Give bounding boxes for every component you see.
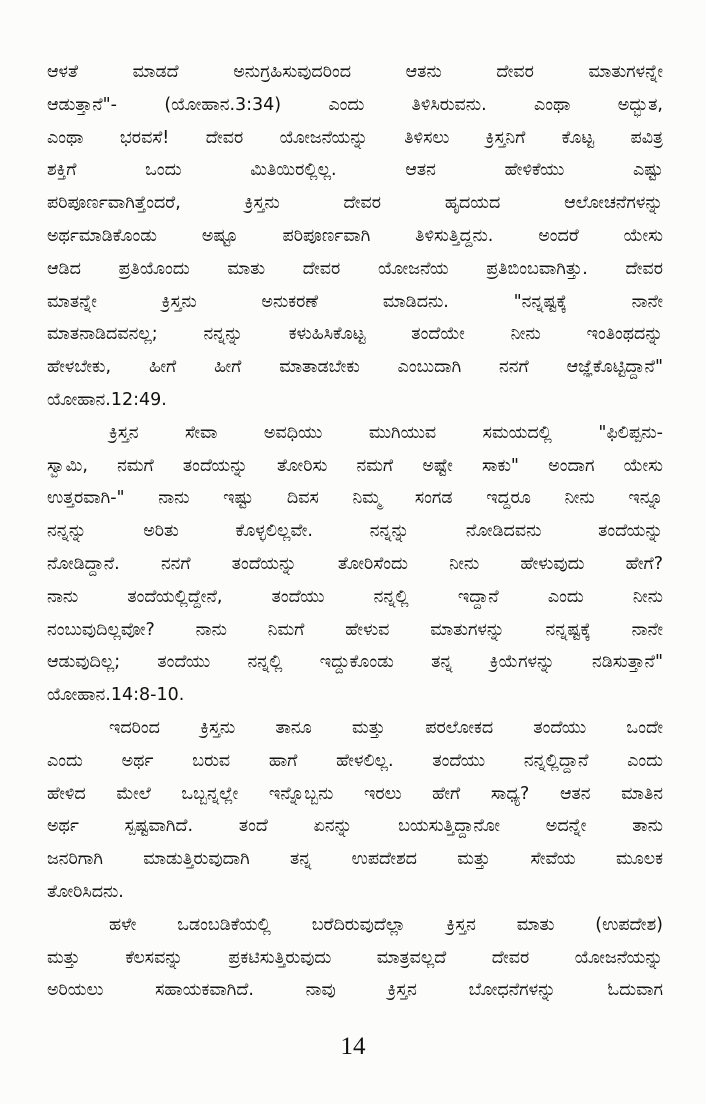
text-line: ನಂಬುವುದಿಲ್ಲವೋ? ನಾನು ನಿಮಗೆ ಹೇಳುವ ಮಾತುಗಳನ್ನು ನನ್ನಷ್ಟಕ್ಕೆ ನಾನೇ	[47, 619, 663, 640]
text-line: ಹೇಳಬೇಕು, ಹೀಗೆ ಹೀಗೆ ಮಾತಾಡಬೇಕು ಎಂಬುದಾಗಿ ನನಗೆ ಆಜ್ಞೆಕೊಟ್ಟಿದ್ದಾನೆ"	[47, 357, 663, 378]
text-line: ಅರಿಯಲು ಸಹಾಯಕವಾಗಿದೆ. ನಾವು ಕ್ರಿಸ್ತನ ಬೋಧನೆಗಳನ್ನು ಓದುವಾಗ	[47, 980, 663, 1001]
text-line: ಆಡುವುದಿಲ್ಲ; ತಂದೆಯು ನನ್ನಲ್ಲಿ ಇದ್ದುಕೊಂಡು ತನ್ನ ಕ್ರಿಯೆಗಳನ್ನು ನಡಿಸುತ್ತಾನೆ"	[47, 652, 663, 673]
text-line: ಮಾತನ್ನೇ ಕ್ರಿಸ್ತನು ಅನುಕರಣೆ ಮಾಡಿದನು. "ನನ್ನಷ್ಟಕ್ಕೆ ನಾನೇ	[47, 291, 663, 312]
page-number: 14	[340, 1033, 366, 1060]
text-line: ಮತ್ತು ಕೆಲಸವನ್ನು ಪ್ರಕಟಿಸುತ್ತಿರುವುದು ಮಾತ್ರವಲ್ಲದೆ ದೇವರ ಯೋಜನೆಯನ್ನು	[47, 947, 663, 968]
text-line: ಶಕ್ತಿಗೆ ಒಂದು ಮಿತಿಯಿರಲ್ಲಿಲ್ಲ. ಆತನ ಹೇಳಿಕೆಯು ಎಷ್ಟು	[47, 160, 663, 181]
text-line: ಅರ್ಥ ಸ್ಪಷ್ಟವಾಗಿದೆ. ತಂದೆ ಏನನ್ನು ಬಯಸುತ್ತಿದ್ದಾನೋ ಅದನ್ನೇ ತಾನು	[47, 816, 663, 837]
text-line: ಹೇಳಿದ ಮೇಲೆ ಒಬ್ಬನ್ನಲ್ಲೇ ಇನ್ನೊಬ್ಬನು ಇರಲು ಹೇಗೆ ಸಾಧ್ಯ? ಆತನ ಮಾತಿನ	[47, 783, 663, 804]
text-line: ಆಡಿದ ಪ್ರತಿಯೊಂದು ಮಾತು ದೇವರ ಯೋಜನೆಯ ಪ್ರತಿಬಿಂಬವಾಗಿತ್ತು. ದೇವರ	[47, 258, 663, 279]
bible-reference: ಯೋಹಾನ.12:49.	[47, 389, 167, 410]
bible-reference: ಯೋಹಾನ.14:8-10.	[47, 685, 185, 706]
text-line: ಮಾತನಾಡಿದವನಲ್ಲ; ನನ್ನನ್ನು ಕಳುಹಿಸಿಕೊಟ್ಟ ತಂದೆಯೇ ನೀನು ಇಂತಿಂಥದನ್ನು	[47, 324, 663, 345]
text-line: ಇದರಿಂದ ಕ್ರಿಸ್ತನು ತಾನೂ ಮತ್ತು ಪರಲೋಕದ ತಂದೆಯು ಒಂದೇ	[109, 717, 663, 738]
text-line: ಸ್ವಾಮಿ, ನಮಗೆ ತಂದೆಯನ್ನು ತೋರಿಸು ನಮಗೆ ಅಷ್ಟೇ ಸಾಕು" ಅಂದಾಗ ಯೇಸು	[47, 455, 663, 476]
text-line: ಕ್ರಿಸ್ತನ ಸೇವಾ ಅವಧಿಯು ಮುಗಿಯುವ ಸಮಯದಲ್ಲಿ "ಫಿಲಿಪ್ಪನು-	[109, 422, 663, 443]
text-line: ಅರ್ಥಮಾಡಿಕೊಂಡು ಅಷ್ಟೂ ಪರಿಪೂರ್ಣವಾಗಿ ತಿಳಿಸುತ್ತಿದ್ದನು. ಅಂದರೆ ಯೇಸು	[47, 225, 663, 246]
text-line: ಎಂದು ಅರ್ಥ ಬರುವ ಹಾಗೆ ಹೇಳಲಿಲ್ಲ. ತಂದೆಯು ನನ್ನಲ್ಲಿದ್ದಾನೆ ಎಂದು	[47, 750, 663, 771]
text-line: ನನ್ನನ್ನು ಅರಿತು ಕೊಳ್ಳಲಿಲ್ಲವೇ. ನನ್ನನ್ನು ನೋಡಿದವನು ತಂದೆಯನ್ನು	[47, 521, 663, 542]
text-line: ನಾನು ತಂದೆಯಲ್ಲಿದ್ದೇನೆ, ತಂದೆಯು ನನ್ನಲ್ಲಿ ಇದ್ದಾನೆ ಎಂದು ನೀನು	[47, 586, 663, 607]
text-line: ಆಡುತ್ತಾನೆ"- (ಯೋಹಾನ.3:34) ಎಂದು ತಿಳಿಸಿರುವನು. ಎಂಥಾ ಅದ್ಭುತ,	[47, 94, 663, 115]
text-line: ಹಳೇ ಒಡಂಬಡಿಕೆಯಲ್ಲಿ ಬರೆದಿರುವುದೆಲ್ಲಾ ಕ್ರಿಸ್ತನ ಮಾತು (ಉಪದೇಶ)	[109, 914, 663, 935]
text-line: ಜನರಿಗಾಗಿ ಮಾಡುತ್ತಿರುವುದಾಗಿ ತನ್ನ ಉಪದೇಶದ ಮತ್ತು ಸೇವೆಯ ಮೂಲಕ	[47, 849, 663, 870]
text-line: ಪರಿಪೂರ್ಣವಾಗಿತ್ತೆಂದರೆ, ಕ್ರಿಸ್ತನು ದೇವರ ಹೃದಯದ ಆಲೋಚನೆಗಳನ್ನು	[47, 193, 663, 214]
text-line: ನೋಡಿದ್ದಾನೆ. ನನಗೆ ತಂದೆಯನ್ನು ತೋರಿಸೆಂದು ನೀನು ಹೇಳುವುದು ಹೇಗೆ?	[47, 553, 663, 574]
body-text	[47, 56, 663, 1007]
text-line: ಎಂಥಾ ಭರವಸೆ! ದೇವರ ಯೋಜನೆಯನ್ನು ತಿಳಿಸಲು ಕ್ರಿಸ್ತನಿಗೆ ಕೊಟ್ಟ ಪವಿತ್ರ	[47, 127, 663, 148]
text-line: ತೋರಿಸಿದನು.	[47, 881, 124, 902]
text-line: ಆಳತೆ ಮಾಡದೆ ಅನುಗ್ರಹಿಸುವುದರಿಂದ ಆತನು ದೇವರ ಮಾತುಗಳನ್ನೇ	[47, 62, 663, 82]
text-line: ಉತ್ತರವಾಗಿ-" ನಾನು ಇಷ್ಟು ದಿವಸ ನಿಮ್ಮ ಸಂಗಡ ಇದ್ದರೂ ನೀನು ಇನ್ನೂ	[47, 488, 663, 509]
